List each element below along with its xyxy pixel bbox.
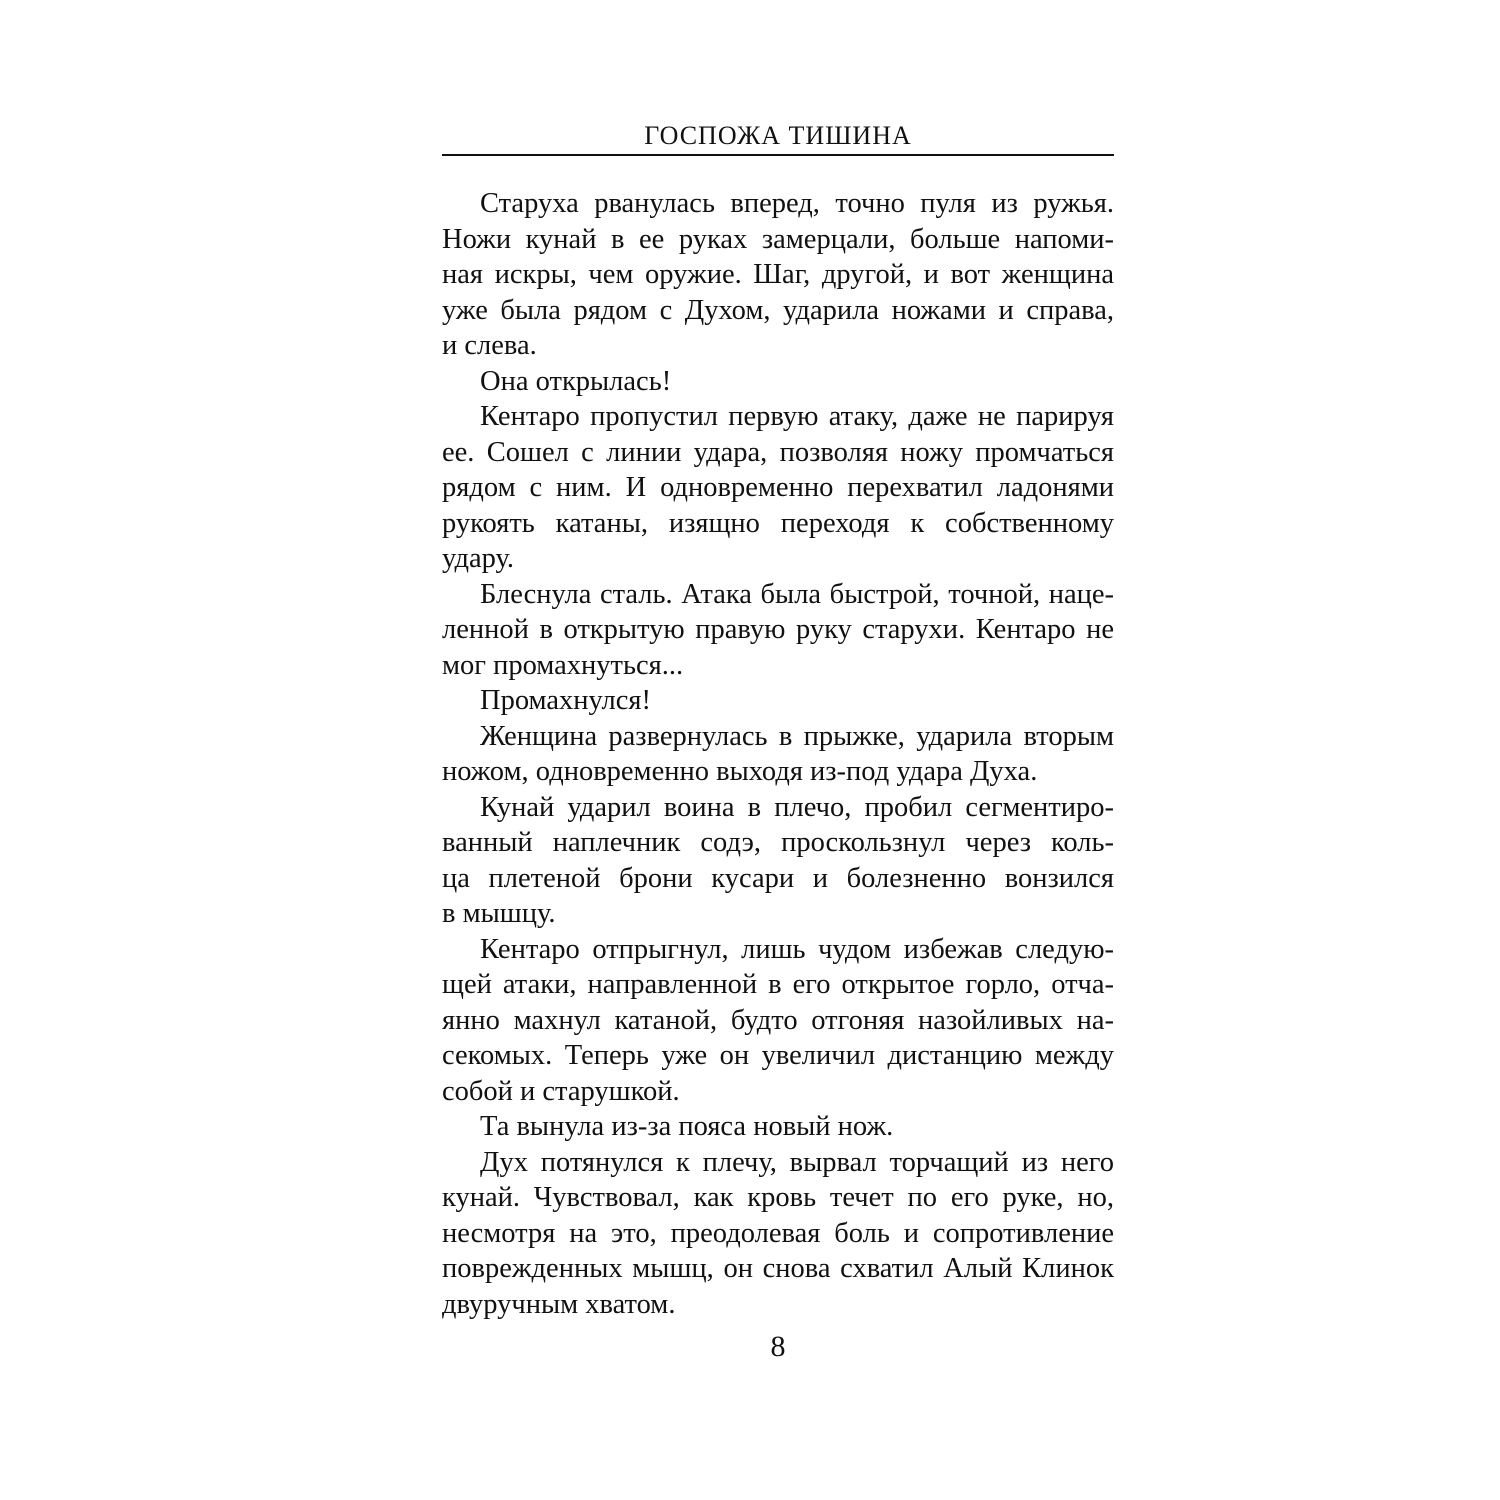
paragraph-line: секомых. Теперь уже он увеличил дистанцию между: [442, 1040, 1114, 1071]
book-page: [442, 118, 1114, 1322]
body-text: [442, 186, 1114, 1322]
paragraph-first-line: Старуха рванулась вперед, точно пуля из ружья.: [480, 188, 1114, 219]
paragraph-line: ная искры, чем оружие. Шаг, другой, и вот женщина: [442, 259, 1114, 290]
running-head: ГОСПОЖА ТИШИНА: [644, 121, 912, 150]
header-rule: [442, 154, 1114, 156]
paragraph-line: рукоять катаны, изящно переходя к собственному: [442, 507, 1114, 539]
paragraph-first-line: Кентаро отпрыгнул, лишь чудом избежав следую-: [480, 933, 1114, 965]
paragraph-line: мог промахнуться...: [442, 649, 684, 681]
paragraph-first-line: Дух потянулся к плечу, вырвал торчащий из него: [480, 1146, 1114, 1178]
paragraph-first-line: Женщина развернулась в прыжке, ударила вторым: [480, 720, 1114, 752]
paragraph-line: ванный наплечник содэ, проскользнул через коль-: [442, 827, 1114, 858]
paragraph-line: ленной в открытую правую руку старухи. Кентаро не: [442, 614, 1114, 645]
paragraph-line: щей атаки, направленной в его открытое горло, отча-: [442, 969, 1114, 1000]
paragraph-line: удару.: [442, 543, 515, 574]
paragraph-line: Ножи кунай в ее руках замерцали, больше напоми-: [442, 223, 1114, 255]
paragraph-line: кунай. Чувствовал, как кровь течет по его руке, но,: [442, 1182, 1114, 1213]
paragraph-line: несмотря на это, преодолевая боль и сопротивление: [442, 1217, 1114, 1249]
page-number: 8: [770, 1330, 786, 1363]
paragraph-line: ножом, одновременно выходя из-под удара Духа.: [442, 756, 1038, 787]
paragraph-line: собой и старушкой.: [442, 1075, 680, 1107]
paragraph-line: и слева.: [442, 330, 537, 361]
paragraph-line: ее. Сошел с линии удара, позволяя ножу промчаться: [442, 436, 1114, 468]
paragraph-line: в мышцу.: [442, 898, 556, 929]
paragraph-first-line: Она открылась!: [480, 365, 672, 397]
paragraph-line: янно махнул катаной, будто отгоняя назойливых на-: [442, 1004, 1114, 1036]
paragraph-first-line: Кентаро пропустил первую атаку, даже не парируя: [480, 401, 1114, 432]
paragraph-line: ца плетеной брони кусари и болезненно вонзился: [442, 862, 1114, 894]
paragraph-line: двуручным хватом.: [442, 1288, 676, 1320]
paragraph-line: уже была рядом с Духом, ударила ножами и справа,: [442, 294, 1114, 326]
paragraph-line: рядом с ним. И одновременно перехватил ладонями: [442, 472, 1114, 503]
paragraph-first-line: Кунай ударил воина в плечо, пробил сегментиро-: [480, 791, 1114, 823]
paragraph-first-line: Та вынула из-за пояса новый нож.: [480, 1111, 894, 1142]
paragraph-first-line: Блеснула сталь. Атака была быстрой, точной, наце-: [480, 578, 1114, 610]
paragraph-line: поврежденных мышц, он снова схватил Алый Клинок: [442, 1253, 1114, 1284]
paragraph-first-line: Промахнулся!: [480, 685, 651, 716]
